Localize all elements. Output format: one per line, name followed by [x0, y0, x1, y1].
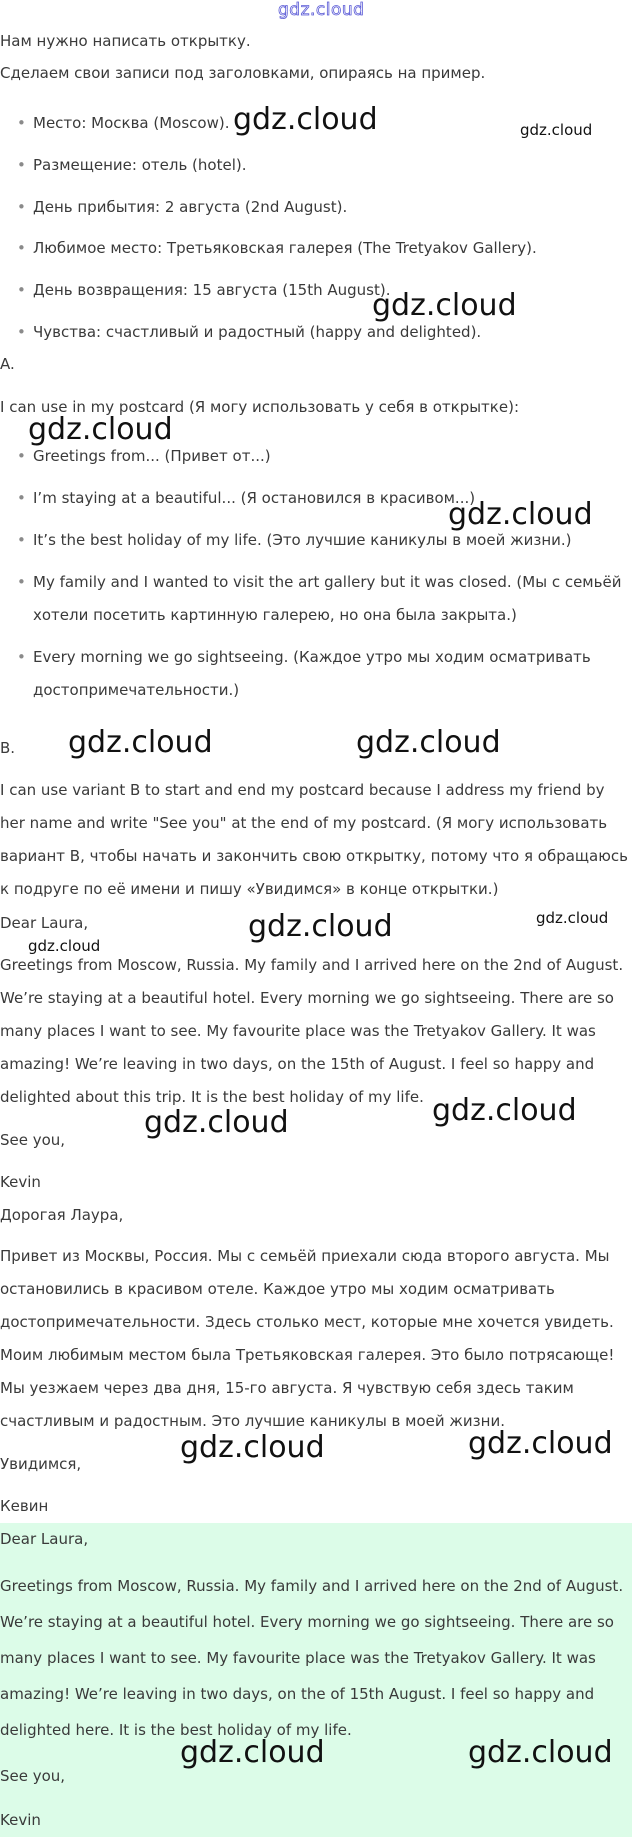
postcard-final-greeting: Dear Laura,: [0, 1530, 89, 1548]
list-item: • It’s the best holiday of my life. (Это лучшие каникулы в моей жизни.): [33, 524, 572, 557]
list-item: • Размещение: отель (hotel).: [33, 149, 247, 182]
postcard-final-body: Greetings from Moscow, Russia. My family and I arrived here on the 2nd of August. We’re staying at a beautiful hotel. Every morning we go sightseeing. There are so many places I want to see. My favourite place was the Tretyakov Gallery. It was amazing! We’re leaving in two days, on the of 15th August. I feel so happy and delighted here. It is the best holiday of my life.: [0, 1577, 624, 1739]
bullet-icon: •: [17, 114, 26, 132]
watermark: gdz.cloud: [432, 1093, 577, 1128]
list-item: • Чувства: счастливый и радостный (happy and delighted).: [33, 316, 481, 349]
postcard-final-signature: Kevin: [0, 1811, 41, 1829]
bullet-icon: •: [17, 239, 26, 257]
watermark: gdz.cloud: [248, 909, 393, 944]
section-a-lead: I can use in my postcard (Я могу использовать у себя в открытке):: [0, 398, 519, 416]
postcard-final-closing: See you,: [0, 1767, 66, 1785]
watermark: gdz.cloud: [144, 1105, 289, 1140]
postcard-ru-greeting: Дорогая Лаура,: [0, 1206, 124, 1224]
postcard-en-body: Greetings from Moscow, Russia. My family and I arrived here on the 2nd of August. We’re staying at a beautiful hotel. Every morning we go sightseeing. There are so many places I want to see. My favourite place was the Tretyakov Gallery. It was amazing! We’re leaving in two days, on the 15th of August. I feel so happy and delighted about this trip. It is the best holiday of my life.: [0, 956, 624, 1106]
watermark: gdz.cloud: [180, 1430, 325, 1465]
bullet-icon: •: [17, 648, 26, 666]
list-item: • Любимое место: Третьяковская галерея (The Tretyakov Gallery).: [33, 232, 537, 265]
section-b-label: B.: [0, 739, 16, 757]
section-a-label: A.: [0, 355, 15, 373]
intro-line-2: Сделаем свои записи под заголовками, опираясь на пример.: [0, 64, 486, 82]
watermark: gdz.cloud: [520, 121, 593, 139]
watermark: gdz.cloud: [28, 412, 173, 447]
list-item: • My family and I wanted to visit the art gallery but it was closed. (Мы с семьёй хотели посетить картинную галерею, но она была закрыта.): [33, 566, 629, 632]
bullet-icon: •: [17, 156, 26, 174]
list-item: • День прибытия: 2 августа (2nd August).: [33, 191, 347, 224]
watermark: gdz.cloud: [372, 288, 517, 323]
bullet-icon: •: [17, 489, 26, 507]
list-item: • День возвращения: 15 августа (15th August).: [33, 274, 390, 307]
postcard-ru-closing: Увидимся,: [0, 1455, 82, 1473]
list-item: • Every morning we go sightseeing. (Каждое утро мы ходим осматривать достопримечательности.): [33, 641, 629, 707]
bullet-icon: •: [17, 573, 26, 591]
bullet-icon: •: [17, 531, 26, 549]
postcard-ru-body: Привет из Москвы, Россия. Мы с семьёй приехали сюда второго августа. Мы остановились в красивом отеле. Каждое утро мы ходим осматривать достопримечательности. Здесь столько мест, которые мне хочется увидеть. Моим любимым местом была Третьяковская галерея. Это было потрясающе! Мы уезжаем через два дня, 15-го августа. Я чувствую себя здесь таким счастливым и радостным. Это лучшие каникулы в моей жизни.: [0, 1247, 615, 1430]
intro-line-1: Нам нужно написать открытку.: [0, 32, 251, 50]
header-watermark: gdz.cloud: [278, 0, 365, 20]
postcard-en-closing: See you,: [0, 1131, 66, 1149]
watermark: gdz.cloud: [68, 725, 213, 760]
list-item: • I’m staying at a beautiful... (Я остановился в красивом...): [33, 482, 475, 515]
postcard-en-signature: Kevin: [0, 1173, 41, 1191]
bullet-icon: •: [17, 323, 26, 341]
watermark: gdz.cloud: [356, 725, 501, 760]
list-item: • Greetings from... (Привет от...): [33, 440, 271, 473]
watermark: gdz.cloud: [468, 1735, 613, 1770]
watermark: gdz.cloud: [180, 1735, 325, 1770]
postcard-en-greeting: Dear Laura,: [0, 914, 89, 932]
watermark: gdz.cloud: [448, 497, 593, 532]
watermark: gdz.cloud: [28, 937, 101, 955]
list-item: • Место: Москва (Moscow).: [33, 107, 229, 140]
watermark: gdz.cloud: [468, 1426, 613, 1461]
bullet-icon: •: [17, 198, 26, 216]
postcard-ru-signature: Кевин: [0, 1497, 49, 1515]
bullet-icon: •: [17, 281, 26, 299]
watermark: gdz.cloud: [536, 909, 609, 927]
bullet-icon: •: [17, 447, 26, 465]
watermark: gdz.cloud: [233, 102, 378, 137]
section-b-text: I can use variant B to start and end my postcard because I address my friend by her name and write "See you" at the end of my postcard. (Я могу использовать вариант B, чтобы начать и закончить свою открытку, потому что я обращаюсь к подруге по её имени и пишу «Увидимся» в конце открытки.): [0, 781, 628, 898]
